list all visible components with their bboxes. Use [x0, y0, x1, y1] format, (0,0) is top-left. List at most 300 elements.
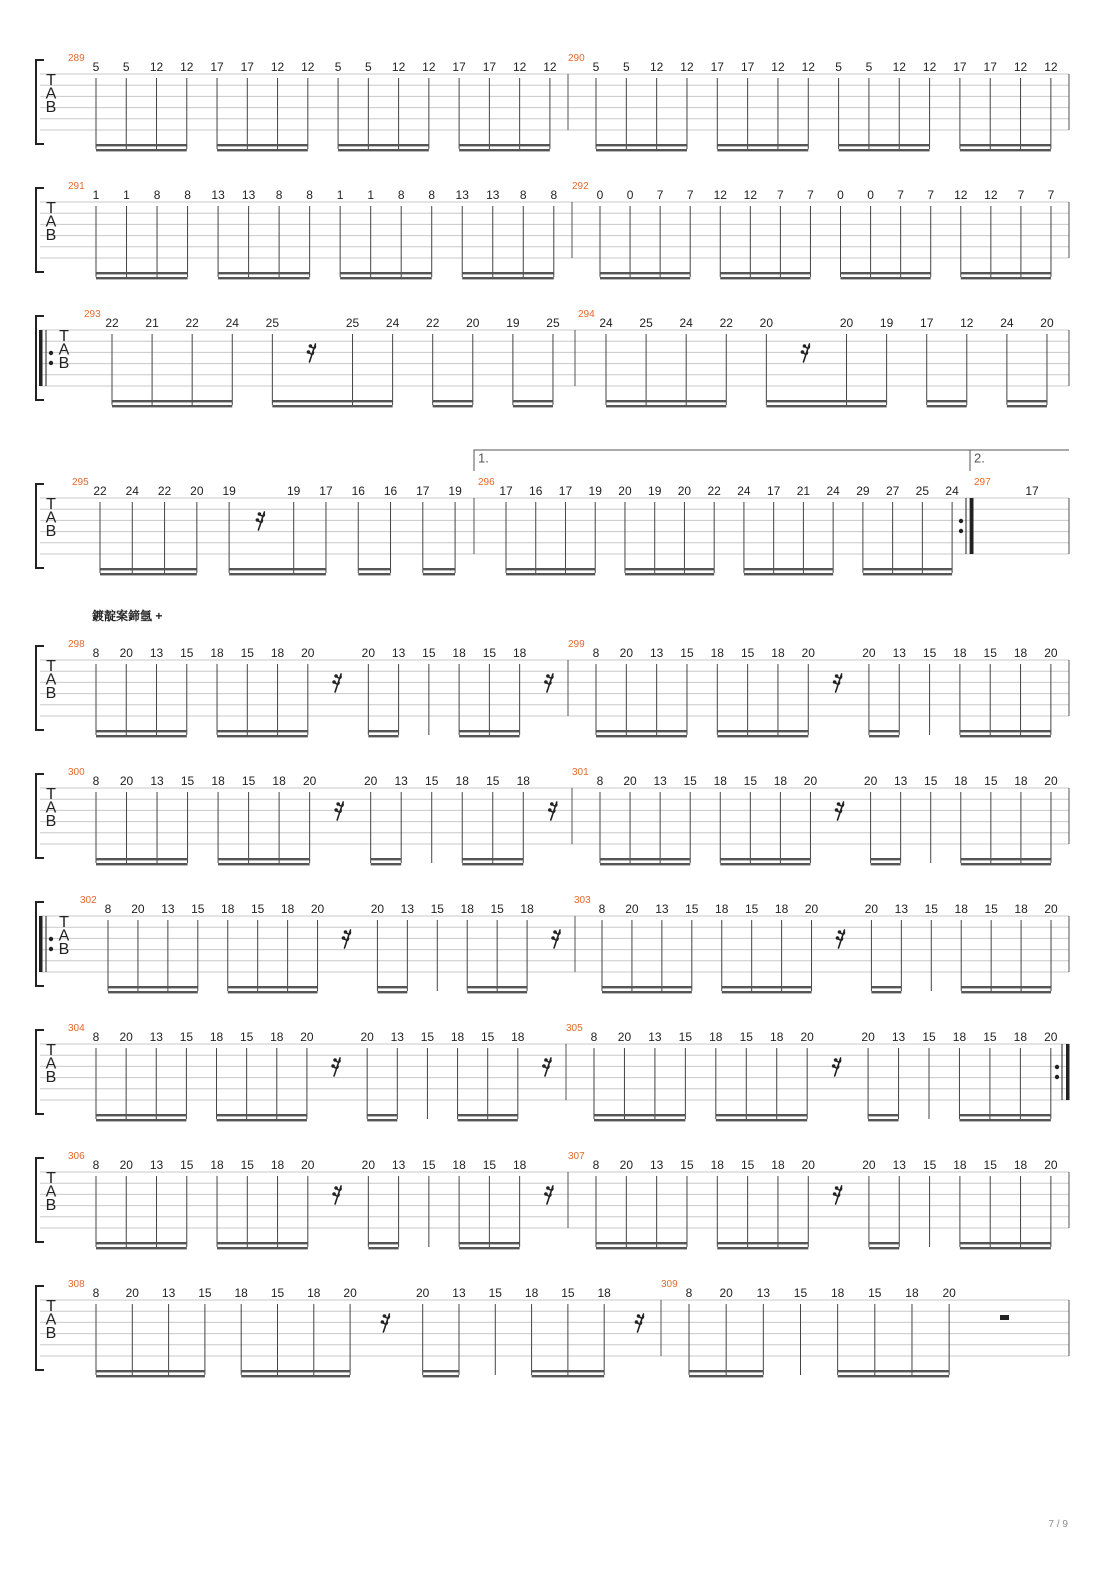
tab-clef-letter: T [46, 1170, 56, 1187]
beam [100, 573, 197, 575]
beam [596, 144, 687, 146]
fret-number: 25 [265, 316, 280, 330]
fret-number: 20 [416, 1286, 430, 1300]
rest-dot [550, 802, 554, 806]
beam [371, 858, 402, 860]
beam [596, 1242, 687, 1244]
fret-number: 18 [520, 902, 534, 916]
fret-number: 13 [452, 1286, 466, 1300]
beam [689, 1375, 763, 1377]
fret-number: 18 [1014, 774, 1028, 788]
measure-number: 292 [572, 181, 589, 192]
fret-number: 18 [452, 646, 466, 660]
measure-number: 300 [68, 767, 85, 778]
fret-number: 20 [370, 902, 385, 916]
measure-number: 293 [84, 309, 101, 320]
fret-number: 8 [519, 188, 527, 202]
fret-number: 12 [512, 60, 527, 74]
fret-number: 25 [639, 316, 653, 330]
tab-clef-letter: T [46, 72, 56, 89]
tab-clef-letter: A [58, 341, 70, 359]
fret-number: 13 [211, 188, 225, 202]
fret-number: 24 [945, 484, 959, 498]
beam [532, 1370, 605, 1372]
tab-clef-letter: B [45, 685, 57, 702]
beam [462, 863, 523, 865]
fret-number: 15 [922, 646, 937, 660]
fret-number: 7 [656, 188, 664, 202]
beam [717, 144, 808, 146]
beam [596, 149, 687, 151]
fret-number: 12 [922, 60, 937, 74]
fret-number: 17 [452, 60, 466, 74]
beam [241, 1370, 350, 1372]
tab-clef-letter: B [45, 99, 57, 116]
fret-number: 12 [801, 60, 815, 74]
fret-number: 21 [145, 316, 159, 330]
measure-number: 295 [72, 477, 89, 488]
fret-number: 20 [839, 316, 854, 330]
fret-number: 13 [893, 774, 908, 788]
fret-number: 15 [425, 774, 439, 788]
rest-dot [544, 680, 548, 684]
fret-number: 0 [837, 188, 844, 202]
rest-dot [835, 674, 839, 678]
fret-number: 12 [960, 316, 974, 330]
beam [869, 1247, 899, 1249]
fret-number: 19 [879, 316, 894, 330]
fret-number: 8 [275, 188, 283, 202]
fret-number: 18 [774, 902, 789, 916]
fret-number: 13 [161, 902, 175, 916]
fret-number: 24 [385, 316, 400, 330]
repeat-dot [959, 529, 963, 533]
fret-number: 18 [210, 1158, 224, 1172]
fret-number: 18 [709, 1030, 723, 1044]
fret-number: 8 [428, 188, 436, 202]
fret-number: 16 [351, 484, 365, 498]
beam [96, 1119, 186, 1121]
tab-clef-letter: T [46, 496, 56, 513]
beam [340, 272, 432, 274]
fret-number: 8 [92, 646, 100, 660]
fret-number: 15 [430, 902, 444, 916]
measure-number: 294 [578, 309, 595, 320]
fret-number: 15 [924, 774, 938, 788]
tab-clef-letter: T [46, 658, 56, 675]
beam [600, 277, 690, 279]
rest-dot [383, 1314, 387, 1318]
fret-number: 20 [1044, 774, 1058, 788]
beam [716, 1114, 807, 1116]
fret-number: 18 [221, 902, 235, 916]
fret-number: 1 [336, 188, 344, 202]
beam [744, 573, 833, 575]
beam [506, 568, 595, 570]
system-bracket [36, 1286, 44, 1370]
fret-number: 5 [835, 60, 842, 74]
rest-dot [344, 930, 348, 934]
tab-clef-letter: B [58, 355, 70, 372]
beam [228, 991, 318, 993]
fret-number: 5 [334, 60, 342, 74]
fret-number: 20 [361, 646, 376, 660]
beam [959, 1119, 1050, 1121]
beam [217, 1119, 307, 1121]
beam [961, 986, 1051, 988]
rest-dot [334, 674, 338, 678]
fret-number: 8 [92, 774, 100, 788]
measure-number: 309 [661, 1279, 678, 1290]
fret-number: 20 [864, 902, 879, 916]
tab-clef-letter: A [45, 213, 57, 231]
tab-clef-letter: A [45, 509, 57, 527]
beam [1007, 405, 1047, 407]
tab-clef-letter: T [46, 1298, 56, 1315]
rest-dot [833, 680, 837, 684]
fret-number: 22 [426, 316, 440, 330]
beam [217, 735, 308, 737]
fret-number: 20 [617, 1030, 632, 1044]
beam [377, 986, 407, 988]
fret-number: 15 [984, 774, 998, 788]
fret-number: 12 [180, 60, 194, 74]
beam [377, 991, 407, 993]
repeat-dot [1055, 1065, 1059, 1069]
tab-clef-letter: A [45, 1183, 57, 1201]
fret-number: 12 [301, 60, 315, 74]
fret-number: 25 [915, 484, 930, 498]
fret-number: 18 [211, 774, 225, 788]
beam [96, 1242, 187, 1244]
fret-number: 13 [150, 774, 164, 788]
fret-number: 20 [861, 1030, 875, 1044]
repeat-dot [49, 351, 53, 355]
fret-number: 15 [561, 1286, 575, 1300]
beam [960, 144, 1051, 146]
rest-dot [635, 1320, 639, 1324]
beam [217, 149, 308, 151]
beam [459, 1242, 520, 1244]
fret-number: 12 [270, 60, 285, 74]
beam [433, 400, 473, 402]
fret-number: 18 [209, 1030, 224, 1044]
beam [513, 400, 553, 402]
beam [367, 1114, 397, 1116]
tab-clef-letter: T [59, 328, 69, 345]
fret-number: 16 [383, 484, 398, 498]
beam [961, 991, 1051, 993]
beam [960, 1242, 1051, 1244]
fret-number: 20 [119, 1030, 133, 1044]
beam [869, 735, 899, 737]
fret-number: 17 [210, 60, 224, 74]
beam [112, 405, 232, 407]
fret-number: 8 [153, 188, 161, 202]
measure-number: 297 [974, 477, 991, 488]
volta-2-label: 2. [974, 450, 985, 466]
beam [423, 1370, 459, 1372]
tab-clef-letter: T [46, 200, 56, 217]
fret-number: 15 [685, 902, 699, 916]
fret-number: 13 [161, 1286, 176, 1300]
tab-clef-letter: B [58, 941, 70, 958]
fret-number: 15 [422, 1158, 436, 1172]
fret-number: 18 [954, 902, 968, 916]
rest-dot [803, 344, 807, 348]
fret-number: 20 [1044, 1158, 1058, 1172]
rest-dot [836, 936, 840, 940]
beam [96, 272, 188, 274]
rest-dot [551, 936, 555, 940]
fret-number: 18 [460, 902, 474, 916]
rest-dot [832, 1064, 836, 1068]
beam [863, 568, 952, 570]
fret-number: 18 [307, 1286, 321, 1300]
beam [720, 858, 810, 860]
fret-number: 18 [713, 774, 727, 788]
beam [1007, 400, 1047, 402]
rest-dot [544, 1058, 548, 1062]
beam [358, 573, 390, 575]
beam [606, 400, 726, 402]
fret-number: 15 [239, 1030, 254, 1044]
tab-clef-letter: T [46, 1042, 56, 1059]
rest-dot [309, 344, 313, 348]
repeat-dot [959, 519, 963, 523]
tab-clef-letter: A [45, 1055, 57, 1073]
fret-number: 24 [599, 316, 613, 330]
beam [423, 573, 455, 575]
fret-number: 15 [983, 1030, 997, 1044]
beam [338, 144, 429, 146]
fret-number: 15 [924, 902, 938, 916]
rest-dot [546, 674, 550, 678]
tab-clef-letter: A [45, 85, 57, 103]
section-label: 鍍靛案鍗氬 + [92, 609, 163, 623]
beam [462, 858, 523, 860]
tab-clef-letter: B [45, 1197, 57, 1214]
fret-number: 22 [185, 316, 199, 330]
fret-number: 15 [868, 1286, 882, 1300]
beam [467, 991, 527, 993]
fret-number: 15 [240, 646, 254, 660]
fret-number: 18 [516, 774, 530, 788]
beam [241, 1375, 350, 1377]
beam [433, 405, 473, 407]
beam [600, 272, 690, 274]
beam [838, 1375, 949, 1377]
beam [96, 1247, 187, 1249]
fret-number: 20 [301, 646, 315, 660]
fret-number: 20 [677, 484, 692, 498]
fret-number: 8 [92, 1158, 100, 1172]
fret-number: 15 [793, 1286, 808, 1300]
measure-number: 296 [478, 477, 495, 488]
beam [720, 277, 810, 279]
fret-number: 15 [490, 902, 504, 916]
fret-number: 19 [222, 484, 236, 498]
fret-number: 12 [649, 60, 664, 74]
beam [717, 149, 808, 151]
rest-dot [336, 802, 340, 806]
beam [532, 1375, 605, 1377]
beam [961, 277, 1051, 279]
fret-number: 18 [1013, 1030, 1028, 1044]
fret-number: 18 [953, 646, 967, 660]
fret-number: 15 [191, 902, 205, 916]
beam [766, 405, 886, 407]
fret-number: 18 [234, 1286, 248, 1300]
beam [927, 400, 967, 402]
beam [513, 405, 553, 407]
rest-dot [553, 930, 557, 934]
fret-number: 7 [1047, 188, 1055, 202]
rest-dot [333, 1058, 337, 1062]
beam [459, 730, 520, 732]
fret-number: 17 [319, 484, 333, 498]
rest-dot [546, 1186, 550, 1190]
system-bracket [36, 484, 44, 568]
beam [217, 730, 308, 732]
fret-number: 15 [744, 902, 759, 916]
fret-number: 20 [119, 774, 134, 788]
fret-number: 8 [397, 188, 405, 202]
tab-clef-letter: B [45, 1325, 57, 1342]
beam [228, 986, 318, 988]
beam [927, 405, 967, 407]
fret-number: 18 [770, 1030, 784, 1044]
beam [358, 568, 390, 570]
beam [462, 277, 554, 279]
fret-number: 22 [719, 316, 733, 330]
fret-number: 20 [361, 1158, 376, 1172]
fret-number: 18 [511, 1030, 525, 1044]
fret-number: 15 [180, 774, 195, 788]
measure-number: 306 [68, 1151, 85, 1162]
half-rest [1000, 1315, 1009, 1320]
fret-number: 17 [240, 60, 254, 74]
beam [596, 730, 687, 732]
fret-number: 15 [983, 1158, 997, 1172]
fret-number: 1 [123, 188, 130, 202]
fret-number: 13 [653, 774, 667, 788]
beam [217, 1242, 308, 1244]
fret-number: 20 [119, 1158, 133, 1172]
beam [367, 1119, 397, 1121]
beam [96, 1370, 205, 1372]
fret-number: 8 [550, 188, 558, 202]
beam [467, 986, 527, 988]
fret-number: 15 [270, 1286, 285, 1300]
fret-number: 22 [157, 484, 172, 498]
fret-number: 0 [626, 188, 634, 202]
beam [720, 272, 810, 274]
fret-number: 17 [953, 60, 967, 74]
beam [717, 735, 808, 737]
fret-number: 29 [856, 484, 870, 498]
fret-number: 8 [685, 1286, 693, 1300]
fret-number: 22 [93, 484, 107, 498]
beam [96, 277, 188, 279]
tab-clef-letter: T [59, 914, 69, 931]
beam [839, 144, 930, 146]
beam [959, 1114, 1050, 1116]
fret-number: 13 [149, 1030, 163, 1044]
fret-number: 17 [740, 60, 755, 74]
beam [841, 277, 931, 279]
fret-number: 20 [1044, 902, 1058, 916]
fret-number: 17 [482, 60, 497, 74]
beam [371, 863, 402, 865]
beam [96, 1114, 186, 1116]
beam [96, 730, 187, 732]
fret-number: 18 [773, 774, 788, 788]
beam [841, 272, 931, 274]
fret-number: 20 [619, 646, 634, 660]
rest-dot [334, 808, 338, 812]
tab-clef-letter: B [45, 813, 57, 830]
repeat-dot [49, 947, 53, 951]
rest-dot [835, 1186, 839, 1190]
beam [272, 405, 392, 407]
beam [869, 1242, 899, 1244]
fret-number: 17 [416, 484, 430, 498]
fret-number: 18 [1014, 902, 1028, 916]
tab-clef-letter: B [45, 1069, 57, 1086]
fret-number: 15 [241, 774, 256, 788]
fret-number: 18 [512, 646, 527, 660]
fret-number: 8 [596, 774, 604, 788]
beam [720, 863, 810, 865]
fret-number: 20 [466, 316, 480, 330]
fret-number: 0 [867, 188, 874, 202]
fret-number: 18 [270, 1158, 285, 1172]
fret-number: 12 [543, 60, 557, 74]
measure-number: 299 [568, 639, 585, 650]
fret-number: 5 [865, 60, 873, 74]
fret-number: 15 [488, 1286, 502, 1300]
beam [368, 735, 398, 737]
page-number: 7 / 9 [1048, 1519, 1068, 1530]
rest-dot [637, 1314, 641, 1318]
fret-number: 12 [713, 188, 727, 202]
rest-dot [801, 350, 805, 354]
fret-number: 15 [481, 1030, 495, 1044]
tab-clef-letter: A [45, 1311, 57, 1329]
beam [459, 735, 520, 737]
fret-number: 15 [420, 1030, 435, 1044]
fret-number: 5 [622, 60, 630, 74]
fret-number: 15 [482, 1158, 497, 1172]
fret-number: 0 [596, 188, 604, 202]
fret-number: 13 [486, 188, 500, 202]
fret-number: 8 [592, 646, 600, 660]
rest-dot [307, 350, 311, 354]
repeat-start-thick-bar [39, 330, 43, 386]
fret-number: 1 [367, 188, 375, 202]
rest-dot [542, 1064, 546, 1068]
fret-number: 15 [683, 774, 697, 788]
fret-number: 15 [739, 1030, 753, 1044]
measure-number: 307 [568, 1151, 585, 1162]
fret-number: 7 [807, 188, 814, 202]
beam [716, 1119, 807, 1121]
system-bracket [36, 646, 44, 730]
beam [423, 1375, 459, 1377]
fret-number: 18 [771, 646, 785, 660]
fret-number: 7 [927, 188, 935, 202]
